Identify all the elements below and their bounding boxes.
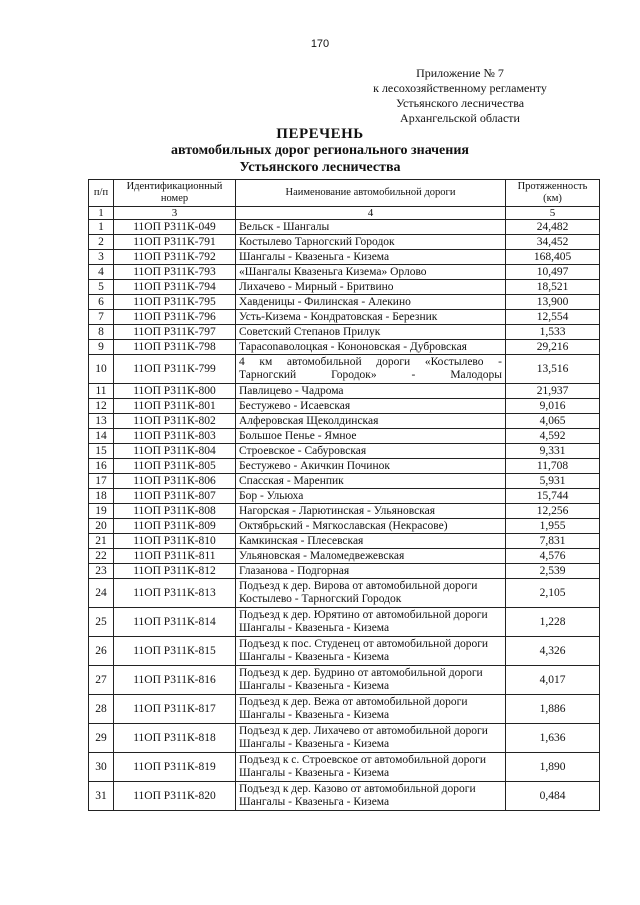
road-length: 12,256 (506, 504, 600, 519)
road-length: 0,484 (506, 782, 600, 811)
row-number: 31 (89, 782, 114, 811)
table-row (89, 782, 600, 811)
road-id: 11ОП Р311К-804 (114, 444, 236, 459)
table-row (89, 504, 600, 519)
row-number: 27 (89, 666, 114, 695)
row-number: 4 (89, 265, 114, 280)
road-name: Подъезд к с. Строевское от автомобильной дороги Шангалы - Квазеньга - Кизема (236, 753, 506, 782)
row-number: 11 (89, 384, 114, 399)
road-length: 9,016 (506, 399, 600, 414)
row-number: 16 (89, 459, 114, 474)
road-id: 11ОП Р311К-793 (114, 265, 236, 280)
appendix-block (360, 66, 560, 126)
table-row (89, 608, 600, 637)
table-row (89, 753, 600, 782)
col-number-4: 4 (236, 207, 506, 220)
page-number: 170 (310, 38, 330, 50)
road-name: Ульяновская - Маломедвежевская (236, 549, 506, 564)
table-row (89, 444, 600, 459)
road-name: Павлицево - Чадрома (236, 384, 506, 399)
table-row (89, 695, 600, 724)
road-length: 1,955 (506, 519, 600, 534)
table-row (89, 459, 600, 474)
road-name: «Шангалы Квазеньга Кизема» Орлово (236, 265, 506, 280)
table-row (89, 666, 600, 695)
road-name: Костылево Тарногский Городок (236, 235, 506, 250)
road-name: Бор - Ульюха (236, 489, 506, 504)
road-name: Строевское - Сабуровская (236, 444, 506, 459)
road-name: Октябрьский - Мягкославская (Некрасове) (236, 519, 506, 534)
road-length: 13,900 (506, 295, 600, 310)
row-number: 1 (89, 220, 114, 235)
row-number: 24 (89, 579, 114, 608)
road-name: Подъезд к дер. Вирова от автомобильной дороги Костылево - Тарногский Городок (236, 579, 506, 608)
table-row (89, 519, 600, 534)
row-number: 23 (89, 564, 114, 579)
road-name: Подъезд к дер. Казово от автомобильной дороги Шангалы - Квазеньга - Кизема (236, 782, 506, 811)
road-id: 11ОП Р311К-811 (114, 549, 236, 564)
road-length: 2,539 (506, 564, 600, 579)
row-number: 21 (89, 534, 114, 549)
roads-table-body (89, 220, 600, 811)
road-id: 11ОП Р311К-816 (114, 666, 236, 695)
road-id: 11ОП Р311К-808 (114, 504, 236, 519)
road-name: Тарасоnаволоцкая - Кононовская - Дубровская (236, 340, 506, 355)
road-length: 11,708 (506, 459, 600, 474)
road-length: 13,516 (506, 355, 600, 384)
table-row (89, 489, 600, 504)
header-name: Наименование автомобильной дороги (236, 180, 506, 207)
road-length: 29,216 (506, 340, 600, 355)
road-name: Шангалы - Квазеньга - Кизема (236, 250, 506, 265)
road-name: Бестужево - Акичкин Починок (236, 459, 506, 474)
row-number: 7 (89, 310, 114, 325)
road-length: 15,744 (506, 489, 600, 504)
row-number: 19 (89, 504, 114, 519)
road-length: 4,576 (506, 549, 600, 564)
road-name: Подъезд к дер. Лихачево от автомобильной дороги Шангалы - Квазеньга - Кизема (236, 724, 506, 753)
road-id: 11ОП Р311К-810 (114, 534, 236, 549)
table-row (89, 295, 600, 310)
road-id: 11ОП Р311К-807 (114, 489, 236, 504)
column-number-row (89, 207, 600, 220)
document-title: ПЕРЕЧЕНЬ (276, 126, 364, 142)
table-row (89, 579, 600, 608)
road-name: Подъезд к дер. Будрино от автомобильной дороги Шангалы - Квазеньга - Кизема (236, 666, 506, 695)
road-name: Нагорская - Ларютинская - Ульяновская (236, 504, 506, 519)
road-id: 11ОП Р311К-799 (114, 355, 236, 384)
road-length: 5,931 (506, 474, 600, 489)
road-id: 11ОП Р311К-819 (114, 753, 236, 782)
road-length: 168,405 (506, 250, 600, 265)
road-id: 11ОП Р311К-801 (114, 399, 236, 414)
table-row (89, 355, 600, 384)
table-row (89, 250, 600, 265)
road-length: 1,533 (506, 325, 600, 340)
road-length: 1,228 (506, 608, 600, 637)
road-id: 11ОП Р311К-797 (114, 325, 236, 340)
road-length: 4,017 (506, 666, 600, 695)
road-name: Усть-Кизема - Кондратовская - Березник (236, 310, 506, 325)
appendix-line-1: Приложение № 7 (416, 66, 504, 80)
row-number: 25 (89, 608, 114, 637)
road-name: Подъезд к пос. Студенец от автомобильной дороги Шангалы - Квазеньга - Кизема (236, 637, 506, 666)
row-number: 12 (89, 399, 114, 414)
road-id: 11ОП Р311К-820 (114, 782, 236, 811)
table-row (89, 235, 600, 250)
road-id: 11ОП Р311К-817 (114, 695, 236, 724)
road-name: Хавденицы - Филинская - Алекино (236, 295, 506, 310)
row-number: 20 (89, 519, 114, 534)
table-row (89, 220, 600, 235)
appendix-line-2: к лесохозяйственному регламенту (373, 81, 547, 95)
road-name: Большое Пеньe - Ямное (236, 429, 506, 444)
row-number: 6 (89, 295, 114, 310)
table-row (89, 399, 600, 414)
row-number: 15 (89, 444, 114, 459)
header-num: п/п (89, 180, 114, 207)
road-id: 11ОП Р311К-818 (114, 724, 236, 753)
table-row (89, 724, 600, 753)
header-length: Протяженность (км) (506, 180, 600, 207)
road-id: 11ОП Р311К-814 (114, 608, 236, 637)
col-number-3: 3 (114, 207, 236, 220)
road-length: 2,105 (506, 579, 600, 608)
road-length: 1,890 (506, 753, 600, 782)
road-id: 11ОП Р311К-794 (114, 280, 236, 295)
road-length: 34,452 (506, 235, 600, 250)
row-number: 3 (89, 250, 114, 265)
road-name: Камкинская - Плесевская (236, 534, 506, 549)
road-name: Лихачево - Мирный - Бритвино (236, 280, 506, 295)
road-length: 12,554 (506, 310, 600, 325)
road-length: 1,636 (506, 724, 600, 753)
road-id: 11ОП Р311К-800 (114, 384, 236, 399)
appendix-line-3: Устьянского лесничества (395, 96, 525, 110)
table-row (89, 534, 600, 549)
roads-table (88, 179, 600, 811)
road-id: 11ОП Р311К-791 (114, 235, 236, 250)
table-row (89, 265, 600, 280)
road-id: 11ОП Р311К-805 (114, 459, 236, 474)
row-number: 18 (89, 489, 114, 504)
row-number: 30 (89, 753, 114, 782)
road-length: 4,065 (506, 414, 600, 429)
header-id: Идентификационный номер (114, 180, 236, 207)
road-name: Бестужево - Исаевская (236, 399, 506, 414)
col-number-5: 5 (506, 207, 600, 220)
row-number: 8 (89, 325, 114, 340)
road-id: 11ОП Р311К-795 (114, 295, 236, 310)
table-row (89, 340, 600, 355)
row-number: 10 (89, 355, 114, 384)
road-name: Спасская - Маренпик (236, 474, 506, 489)
row-number: 5 (89, 280, 114, 295)
road-length: 4,592 (506, 429, 600, 444)
road-length: 21,937 (506, 384, 600, 399)
row-number: 13 (89, 414, 114, 429)
road-name: Подъезд к дер. Вежа от автомобильной дороги Шангалы - Квазеньга - Кизема (236, 695, 506, 724)
road-length: 7,831 (506, 534, 600, 549)
row-number: 2 (89, 235, 114, 250)
road-name: Советский Степанов Прилук (236, 325, 506, 340)
table-header-row (89, 180, 600, 207)
road-id: 11ОП Р311К-792 (114, 250, 236, 265)
table-row (89, 564, 600, 579)
road-id: 11ОП Р311К-813 (114, 579, 236, 608)
table-row (89, 549, 600, 564)
row-number: 28 (89, 695, 114, 724)
road-length: 18,521 (506, 280, 600, 295)
row-number: 17 (89, 474, 114, 489)
table-row (89, 429, 600, 444)
table-row (89, 384, 600, 399)
table-row (89, 637, 600, 666)
road-name: Алферовская Щеколдинская (236, 414, 506, 429)
road-id: 11ОП Р311К-802 (114, 414, 236, 429)
road-length: 10,497 (506, 265, 600, 280)
road-name: Вельск - Шангалы (236, 220, 506, 235)
road-id: 11ОП Р311К-806 (114, 474, 236, 489)
road-name: 4 км автомобильной дороги «Костылево - Тарногский Городок» - Малодоры (236, 355, 506, 384)
row-number: 26 (89, 637, 114, 666)
road-length: 9,331 (506, 444, 600, 459)
document-subtitle: автомобильных дорог регионального значения (171, 143, 469, 158)
table-row (89, 280, 600, 295)
table-row (89, 414, 600, 429)
road-id: 11ОП Р311К-049 (114, 220, 236, 235)
road-length: 24,482 (506, 220, 600, 235)
road-length: 1,886 (506, 695, 600, 724)
road-id: 11ОП Р311К-815 (114, 637, 236, 666)
road-id: 11ОП Р311К-803 (114, 429, 236, 444)
document-subtitle-forestry: Устьянского лесничества (239, 160, 401, 175)
road-length: 4,326 (506, 637, 600, 666)
road-name: Глазанова - Подгорная (236, 564, 506, 579)
row-number: 9 (89, 340, 114, 355)
road-id: 11ОП Р311К-812 (114, 564, 236, 579)
road-name: Подъезд к дер. Юрятино от автомобильной дороги Шангалы - Квазеньга - Кизема (236, 608, 506, 637)
road-id: 11ОП Р311К-809 (114, 519, 236, 534)
appendix-line-4: Архангельской области (400, 111, 520, 125)
table-row (89, 310, 600, 325)
road-id: 11ОП Р311К-798 (114, 340, 236, 355)
table-row (89, 474, 600, 489)
row-number: 29 (89, 724, 114, 753)
row-number: 14 (89, 429, 114, 444)
col-number-1: 1 (89, 207, 114, 220)
table-row (89, 325, 600, 340)
row-number: 22 (89, 549, 114, 564)
road-id: 11ОП Р311К-796 (114, 310, 236, 325)
